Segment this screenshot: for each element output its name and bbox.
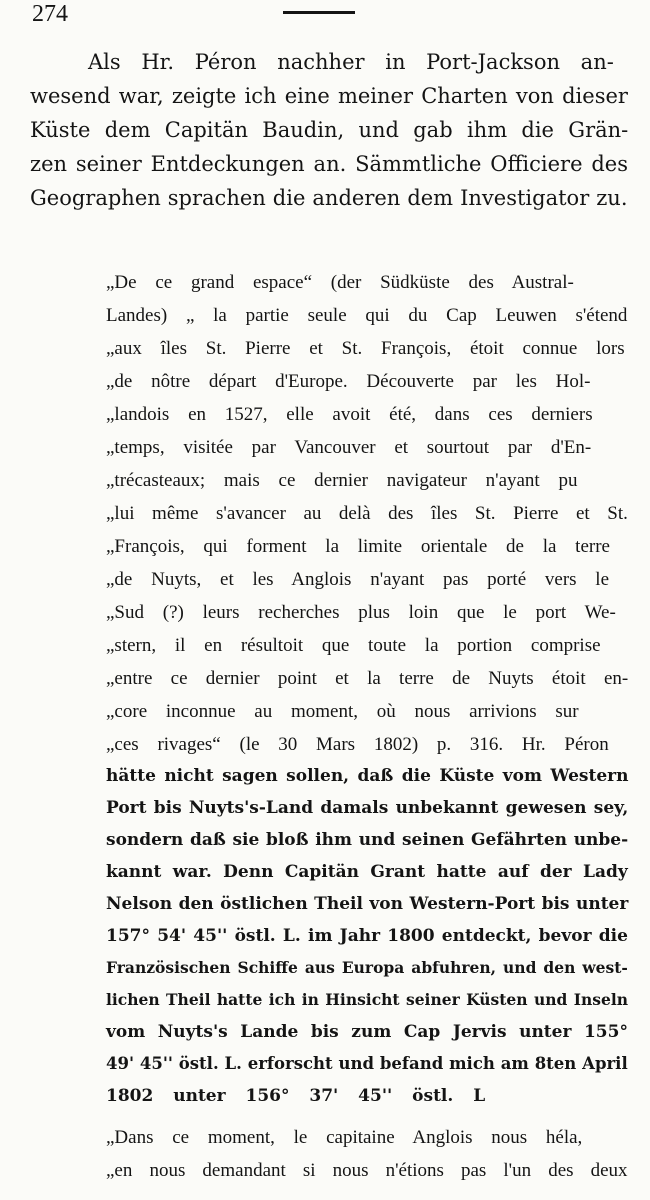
text-line: Landes) „ la partie seule qui du Cap Leuwen s'étend (106, 305, 628, 326)
text-line: zen seiner Entdeckungen an. Sämmtliche Officiere des (30, 152, 628, 176)
header-rule (283, 11, 355, 14)
text-line: kannt war. Denn Capitän Grant hatte auf der Lady (106, 862, 628, 882)
text-line: „temps, visitée par Vancouver et sourtout par d'En- (106, 437, 592, 458)
text-line: „trécasteaux; mais ce dernier navigateur n'ayant pu (106, 470, 578, 491)
text-line: Nelson den östlichen Theil von Western-Port bis unter (106, 894, 629, 914)
text-line: „De ce grand espace“ (der Südküste des Austral- (106, 272, 574, 293)
text-line: hätte nicht sagen sollen, daß die Küste vom Western (106, 766, 629, 786)
text-line: „aux îles St. Pierre et St. François, étoit connue lors (106, 338, 625, 359)
text-line: vom Nuyts's Lande bis zum Cap Jervis unter 155° (106, 1022, 628, 1042)
text-line: „François, qui forment la limite orientale de la terre (106, 536, 610, 557)
text-line: „de nôtre départ d'Europe. Découverte par les Hol- (106, 371, 591, 392)
text-line: wesend war, zeigte ich eine meiner Charten von dieser (30, 84, 628, 108)
text-line: Geographen sprachen die anderen dem Investigator zu. (30, 186, 628, 210)
text-line: Französischen Schiffe aus Europa abfuhren, und den west- (106, 958, 628, 977)
text-line: „stern, il en résultoit que toute la portion comprise (106, 635, 601, 656)
text-line: „Dans ce moment, le capitaine Anglois nous héla, (106, 1127, 583, 1148)
text-line: „core inconnue au moment, où nous arrivions sur (106, 701, 579, 722)
text-line: sondern daß sie bloß ihm und seinen Gefährten unbe- (106, 830, 629, 850)
text-line: lichen Theil hatte ich in Hinsicht seiner Küsten und Inseln (106, 990, 628, 1009)
text-line: „lui même s'avancer au delà des îles St. Pierre et St. (106, 503, 628, 524)
text-line: „ces rivages“ (le 30 Mars 1802) p. 316. Hr. Péron (106, 734, 609, 755)
text-line: 49' 45'' östl. L. erforscht und befand mich am 8ten April (106, 1054, 628, 1073)
text-line: „landois en 1527, elle avoit été, dans ces derniers (106, 404, 593, 425)
text-line: „entre ce dernier point et la terre de Nuyts étoit en- (106, 668, 629, 689)
text-line: Port bis Nuyts's-Land damals unbekannt gewesen sey, (106, 798, 629, 818)
page-number: 274 (32, 1, 68, 27)
text-line: 157° 54' 45'' östl. L. im Jahr 1800 entdeckt, bevor die (106, 926, 628, 946)
text-line: Als Hr. Péron nachher in Port-Jackson an- (88, 50, 614, 74)
text-line: „en nous demandant si nous n'étions pas l'un des deux (106, 1160, 628, 1181)
text-line: „Sud (?) leurs recherches plus loin que le port We- (106, 602, 616, 623)
text-line: „de Nuyts, et les Anglois n'ayant pas porté vers le (106, 569, 610, 590)
text-line: Küste dem Capitän Baudin, und gab ihm die Grän- (30, 118, 629, 142)
text-line: 1802 unter 156° 37' 45'' östl. L (106, 1086, 486, 1106)
